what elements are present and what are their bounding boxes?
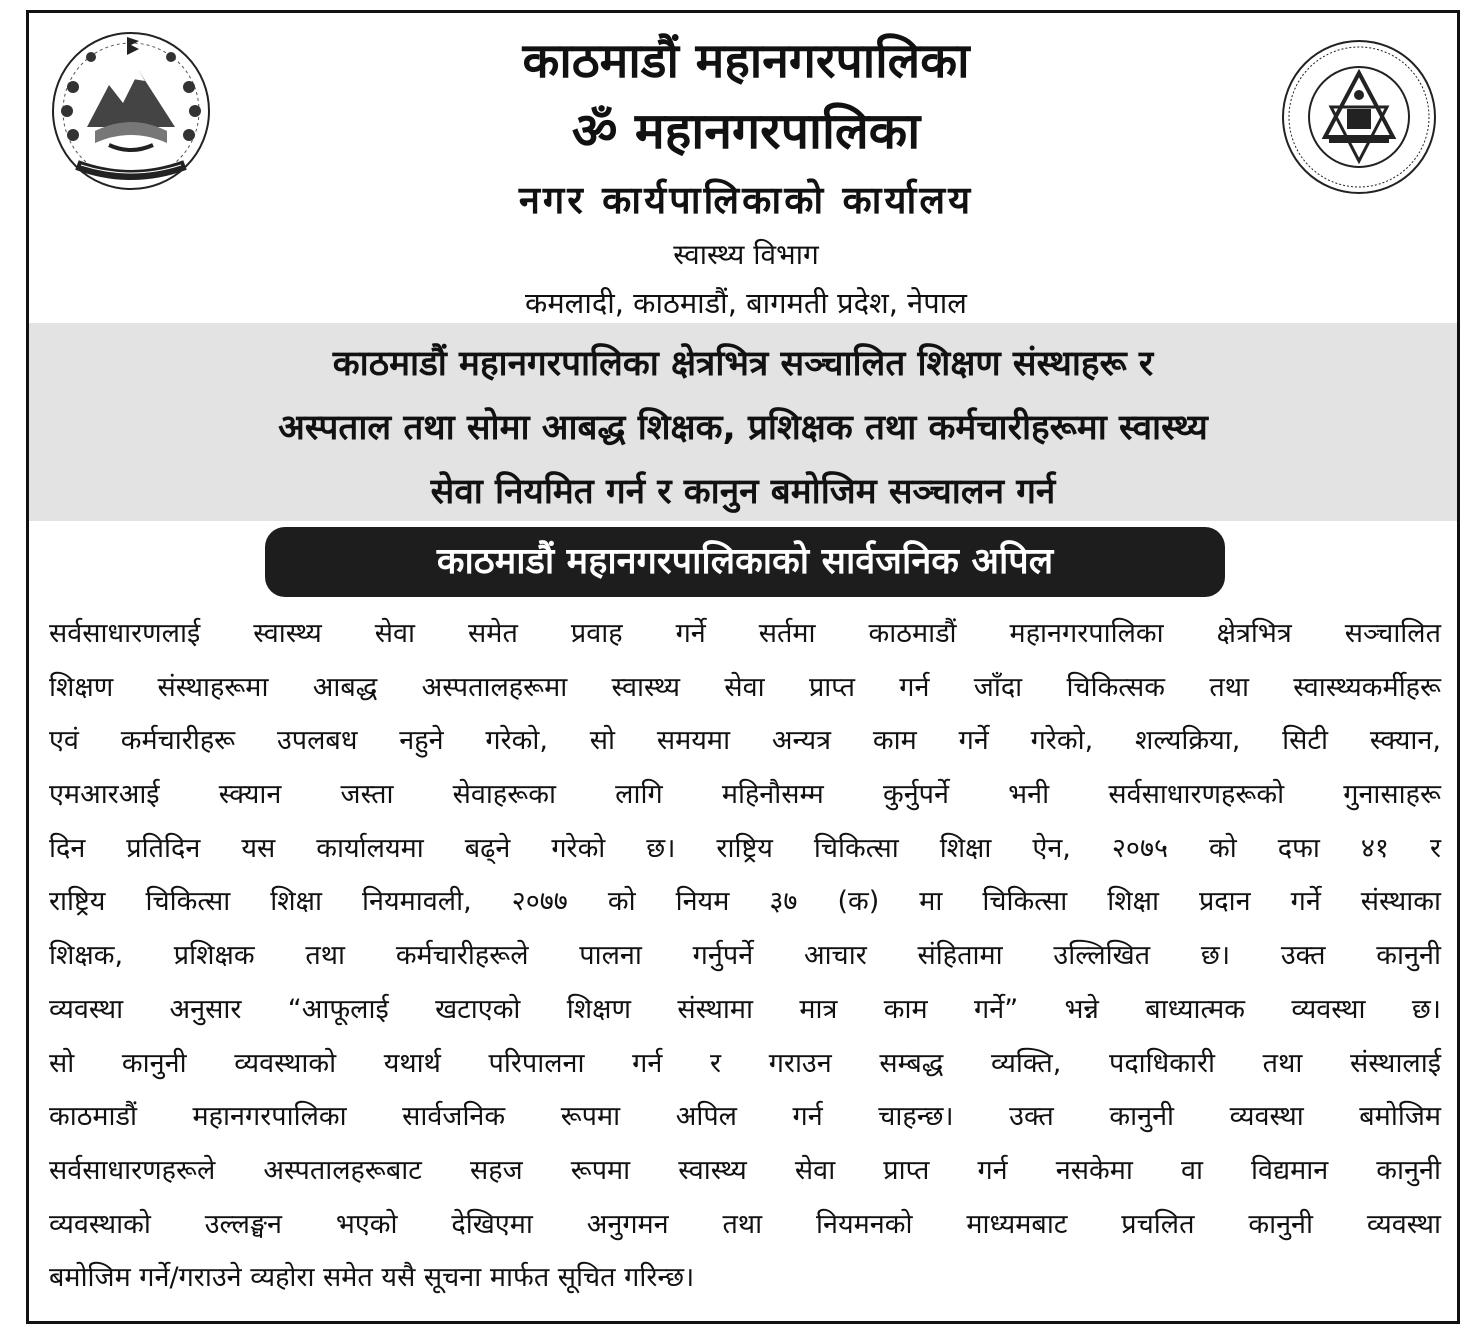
appeal-title: काठमाडौं महानगरपालिकाको सार्वजनिक अपिल [265, 527, 1225, 597]
body-line: शिक्षण संस्थाहरूमा आबद्ध अस्पतालहरूमा स्वास्थ्य सेवा प्राप्त गर्न जाँदा चिकित्सक तथा स्वास्थ्यकर्मीहरू [49, 671, 1441, 703]
nepal-government-emblem-icon [47, 27, 215, 193]
office-address: कमलादी, काठमाडौं, बागमती प्रदेश, नेपाल [525, 286, 967, 320]
municipality-title-calligraphic: ॐ महानगरपालिका [571, 101, 921, 160]
body-line: सर्वसाधारणहरूले अस्पतालहरूबाट सहज रूपमा स्वास्थ्य सेवा प्राप्त गर्न नसकेमा वा विद्यमान कानुनी [49, 1154, 1441, 1186]
body-line: व्यवस्थाको उल्लङ्घन भएको देखिएमा अनुगमन तथा नियमनको माध्यमबाट प्रचलित कानुनी व्यवस्था [49, 1208, 1441, 1240]
subject-band [29, 323, 1457, 521]
subject-line: सेवा नियमित गर्न र कानुन बमोजिम सञ्चालन गर्न [430, 472, 1056, 512]
body-line: राष्ट्रिय चिकित्सा शिक्षा नियमावली, २०७७ को नियम ३७ (क) मा चिकित्सा शिक्षा प्रदान गर्ने संस्थाका [49, 886, 1441, 918]
municipality-title: काठमाडौं महानगरपालिका [522, 33, 970, 89]
body-line: काठमाडौं महानगरपालिका सार्वजनिक रूपमा अपिल गर्न चाहन्छ। उक्त कानुनी व्यवस्था बमोजिम [49, 1101, 1441, 1133]
notice-body [49, 607, 1441, 1305]
body-line: व्यवस्था अनुसार “आफूलाई खटाएको शिक्षण संस्थामा मात्र काम गर्ने” भन्ने बाध्यात्मक व्यवस्था छ। [49, 993, 1441, 1025]
body-line: एवं कर्मचारीहरू उपलबध नहुने गरेको, सो समयमा अन्यत्र काम गर्ने गरेको, शल्यक्रिया, सिटी स्क्यान, [49, 725, 1441, 757]
department-name: स्वास्थ्य विभाग [673, 238, 819, 271]
subject-line: अस्पताल तथा सोमा आबद्ध शिक्षक, प्रशिक्षक तथा कर्मचारीहरूमा स्वास्थ्य [278, 408, 1208, 448]
body-line: सो कानुनी व्यवस्थाको यथार्थ परिपालना गर्न र गराउन सम्बद्ध व्यक्ति, पदाधिकारी तथा संस्थालाई [49, 1047, 1441, 1079]
subject-line: काठमाडौं महानगरपालिका क्षेत्रभित्र सञ्चालित शिक्षण संस्थाहरू र [332, 344, 1154, 384]
office-name: नगर कार्यपालिकाको कार्यालय [518, 178, 974, 222]
body-line: शिक्षक, प्रशिक्षक तथा कर्मचारीहरूले पालना गर्नुपर्ने आचार संहितामा उल्लिखित छ। उक्त कानुनी [49, 940, 1441, 972]
body-line: सर्वसाधारणलाई स्वास्थ्य सेवा समेत प्रवाह गर्ने सर्तमा काठमाडौं महानगरपालिका क्षेत्रभित्र सञ्चालित [49, 618, 1441, 649]
body-line: बमोजिम गर्ने/गराउने व्यहोरा समेत यसै सूचना मार्फत सूचित गरिन्छ। [49, 1262, 695, 1294]
body-line: एमआरआई स्क्यान जस्ता सेवाहरूका लागि महिनौसम्म कुर्नुपर्ने भनी सर्वसाधारणहरूको गुनासाहरू [49, 779, 1441, 811]
body-line: दिन प्रतिदिन यस कार्यालयमा बढ्ने गरेको छ। राष्ट्रिय चिकित्सा शिक्षा ऐन, २०७५ को दफा ४१ र [49, 832, 1441, 864]
kathmandu-metropolitan-seal-icon [1279, 37, 1439, 197]
public-notice [26, 10, 1460, 1324]
